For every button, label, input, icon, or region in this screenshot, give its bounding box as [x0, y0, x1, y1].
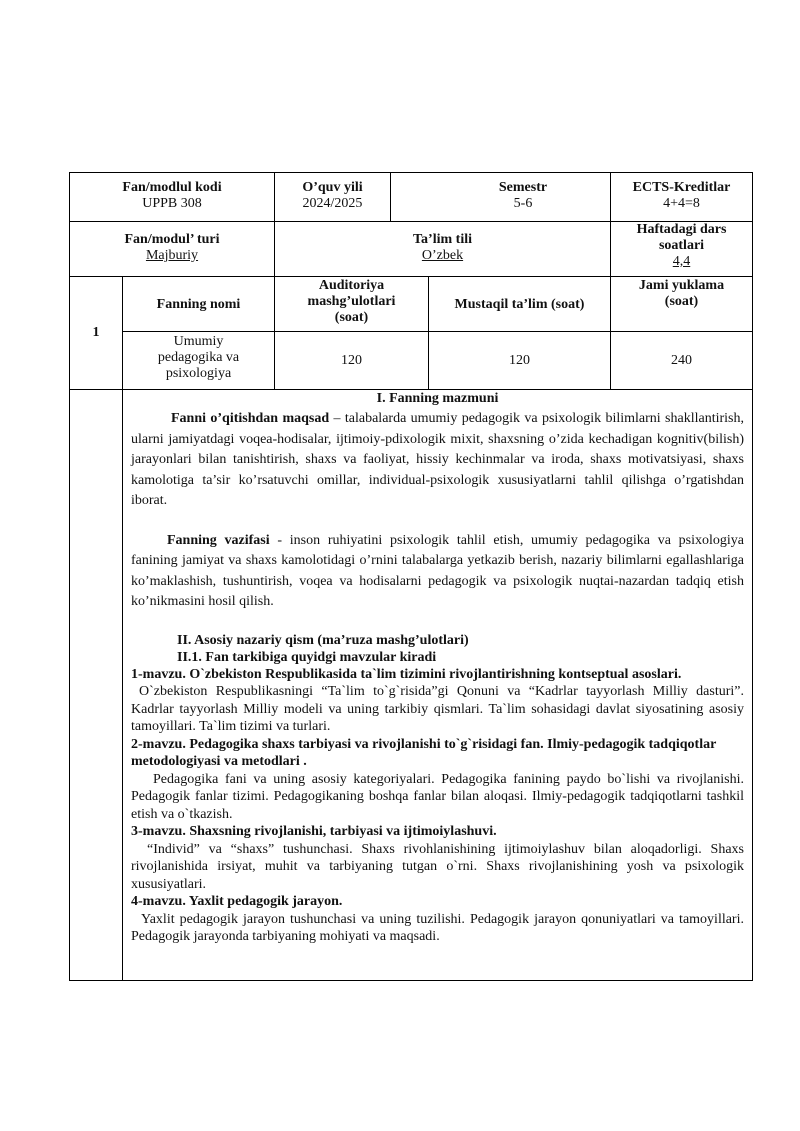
auditorium-hours-header — [275, 278, 428, 326]
course-goal-paragraph — [131, 409, 744, 512]
subject-name-value — [123, 334, 274, 382]
topic-1-title: 1-mavzu. O`zbekiston Respublikasida ta`lim tizimini rivojlantirishning kontseptual asoslari. — [131, 666, 682, 682]
auditorium-label-line2: mashg’ulotlari — [307, 294, 396, 309]
language-cell — [275, 232, 610, 264]
section2-1-title: II.1. Fan tarkibiga quyidgi mavzular kiradi — [177, 649, 437, 665]
total-load-header — [611, 278, 752, 310]
study-year-label: O’quv yili — [302, 180, 363, 195]
auditorium-hours-value: 120 — [341, 353, 362, 368]
topic-2-title: 2-mavzu. Pedagogika shaxs tarbiyasi va rivojlanishi to`g`risidagi fan. Ilmiy-pedagogik tadqiqotlar metodologiyasi va metodlari . — [131, 736, 717, 769]
module-type-cell — [70, 232, 274, 264]
subject-name-label: Fanning nomi — [156, 297, 241, 312]
subject-name-line2: pedagogika va — [157, 350, 240, 365]
total-load-label-line1: Jami yuklama — [638, 278, 725, 293]
topic-3-title: 3-mavzu. Shaxsning rivojlanishi, tarbiyasi va ijtimoiylashuvi. — [131, 824, 497, 839]
course-goal-text: – talabalarda umumiy pedagogik va psixologik bilimlarni shakllantirish, ularni jamiyatdagi voqea-hodisalar, ijtimoiy-pdixologik mixit, shaxsning o’zida kechadigan kognitiv(bilish) jarayonlari bilan tanishtirish, shaxs va faoliyat, hissiy kechinmalar va iroda, shaxs motivatsiyasi, shaxs kamolotiga ta’sir ko’rsatuvchi omillar, individual-psixologik xususiyatlarni tahlil qilishga o’rgatishdan iborat. — [131, 411, 744, 508]
topic-list — [131, 666, 744, 946]
self-study-hours-value: 120 — [509, 353, 530, 368]
module-type-value: Majburiy — [145, 248, 199, 263]
subject-name-line1: Umumiy — [173, 334, 224, 349]
row-number: 1 — [92, 325, 100, 340]
course-task-label: Fanning vazifasi — [167, 532, 270, 548]
weekly-hours-label-line2: soatlari — [658, 238, 705, 253]
semester-value: 5-6 — [513, 196, 533, 211]
topic-1-text: O`zbekiston Respublikasningi “Ta`lim to`g`risida”gi Qonuni va “Kadrlar tayyorlash Milliy dasturi”. Kadrlar tayyorlash Milliy modeli va uning tarkibiy qismlari. Ta`lim sohasidagi davlat siyosatining asosiy tamoyillari. Ta`lim tizimi va turlari. — [131, 684, 744, 734]
ects-label: ECTS-Kreditlar — [632, 180, 731, 195]
language-label: Ta’lim tili — [413, 232, 472, 247]
course-goal-label: Fanni o’qitishdan maqsad — [171, 411, 330, 426]
module-code-cell — [70, 180, 274, 212]
section1-title: I. Fanning mazmuni — [376, 391, 499, 406]
self-study-label: Mustaqil ta’lim (soat) — [454, 297, 585, 312]
module-code-value: UPPB 308 — [142, 196, 202, 211]
module-code-label: Fan/modlul kodi — [122, 180, 222, 195]
course-task-paragraph — [131, 531, 744, 613]
language-value: O’zbek — [421, 248, 464, 263]
total-load-label-line2: (soat) — [664, 294, 699, 309]
ects-cell — [611, 180, 752, 212]
course-content — [131, 391, 744, 946]
subject-name-line3: psixologiya — [165, 366, 232, 381]
topic-2-text: Pedagogika fani va uning asosiy kategoriyalari. Pedagogika fanining paydo bo`lishi va rivojlanishi. Pedagogik fanlar tizimi. Pedagogikaning boshqa fanlar bilan aloqasi. Ilmiy-pedagogik tadqiqotlarni tashkil etish va o`tkazish. — [131, 771, 744, 822]
weekly-hours-label-line1: Haftadagi dars — [636, 222, 727, 237]
topic-3-text: “Individ” va “shaxs” tushunchasi. Shaxs rivohlanishining ijtimoiylashuv bilan aloqadorligi. Shaxs rivojlanishida irsiyat, muhit va tarbiyaning tutgan o`rni. Shaxs rivojlanishining yosh va psixologik xususiyatlari. — [131, 841, 744, 892]
weekly-hours-cell — [611, 222, 752, 270]
topic-4-title: 4-mavzu. Yaxlit pedagogik jarayon. — [131, 894, 343, 909]
study-year-cell — [275, 180, 390, 212]
course-task-text: - inson ruhiyatini psixologik tahlil etish, umumiy pedagogika va psixologiya fanining jamiyat va shaxs kamolotidagi o’rnini talabalarga yetkazib berish, nazariy bilimlarni egallashlariga ko’maklashish, tushuntirish, voqea va hodisalarni pedagogik va psixologik nuqtai-nazardan tadqiq etish ko’nikmasini hosil qilish. — [131, 532, 744, 609]
topic-4-text: Yaxlit pedagogik jarayon tushunchasi va uning tuzilishi. Pedagogik jarayon qonuniyatlari va tamoyillari. Pedagogik jarayonda tarbiyaning mohiyati va maqsadi. — [131, 911, 744, 944]
auditorium-label-line1: Auditoriya — [318, 278, 385, 293]
study-year-value: 2024/2025 — [302, 196, 363, 211]
weekly-hours-value: 4,4 — [672, 254, 691, 269]
semester-label: Semestr — [498, 180, 548, 195]
total-hours-value: 240 — [671, 353, 692, 368]
module-type-label: Fan/modul’ turi — [124, 232, 220, 247]
auditorium-label-line3: (soat) — [334, 310, 369, 325]
section2-title: II. Asosiy nazariy qism (ma’ruza mashg’ulotlari) — [177, 632, 469, 648]
ects-value: 4+4=8 — [663, 196, 700, 211]
